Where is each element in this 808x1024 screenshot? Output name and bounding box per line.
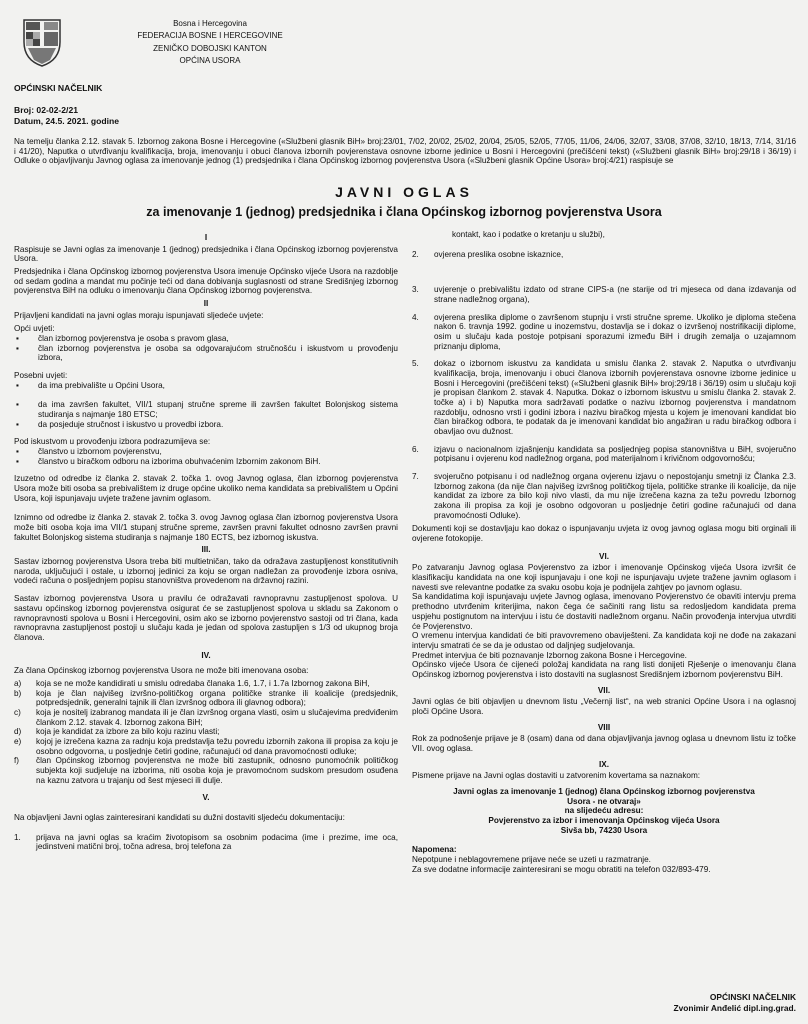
section-heading: III. — [201, 545, 211, 555]
section-heading: II — [203, 299, 209, 309]
list-item: f) član Općinskog izbornog povjerenstva ne može biti zastupnik, odnosno punomoćnik političkog subjekta koji sudjeluje na izborima, niti osoba koja je pravomoćnom sudskom presudom osuđena na kaznu zatvora u trajanju od šest mjeseci ili dulje. — [14, 756, 398, 785]
country-line: Bosna i Hercegovina — [173, 19, 247, 28]
paragraph: Pismene prijave na Javni oglas dostaviti u zatvorenim kovertama sa naznakom: — [412, 771, 701, 781]
paragraph: Općinsko vijeće Usora će cijeneći položaj kandidata na rang listi donijeti Rješenje o imenovanju člana Općinskog izbornog povjerenstva i isto dostaviti na suglasnost Središnjem izbornom povjerenstvu BiH. — [412, 660, 796, 679]
paragraph: Sastav izbornog povjerenstva Usora treba biti multietničan, tako da odražava zastupljenost konstitutivnih naroda, uključujući i ostale, u izbornoj jedinici za koju se organ nadležan za provođenje izbora osniva, vodeći računa o posljednjem popisu stanovništva provedenom na državnoj razini. — [14, 557, 398, 586]
document-date: Datum, 24.5. 2021. godine — [14, 116, 120, 127]
list-item: ▪ članstvo u biračkom odboru na izborima obuhvaćenim Izbornim zakonom BiH. — [16, 456, 321, 466]
list-item: 6. izjavu o nacionalnom izjašnjenju kandidata sa posljednjeg popisa stanovništva u BiH, svojeručno potpisanu i ovjerenu kod nadležnog organa, pod materijalnom i krivičnom odgovornošću; — [412, 444, 796, 464]
list-item: 2. ovjerena preslika osobne iskaznice, — [412, 249, 564, 259]
section-heading: VI. — [598, 551, 609, 561]
list-item: 4. ovjerena preslika diplome o završenom stupnju i vrsti stručne spreme. Ukoliko je diploma stečena nakon 6. travnja 1992. godine u inozemstvu, dostavlja se i dokaz o izvršenoj nostrifikaciji diplome, osim u slučaju kada postoje potpisani sporazumi između BiH i drugih zemalja o uzajamnom priznanju diploma, — [412, 312, 796, 351]
list-item: e) kojoj je izrečena kazna za radnju koja predstavlja težu povredu izbornih zakona ili propisa za koju je osobno odgovorna, u posljednje četiri godine, računajući od dana pravomoćnosti odluke; — [14, 736, 398, 756]
document-header — [14, 83, 119, 128]
ineligibility-list — [14, 679, 398, 785]
list-item: a) koja se ne može kandidirati u smislu odredaba članaka 1.6, 1.7, i 1.7a Izbornog zakona BiH, — [14, 678, 370, 688]
page-title: JAVNI OGLAS — [335, 184, 473, 200]
list-item: 1. prijava na javni oglas sa kraćim životopisom sa osobnim podacima (ime i prezime, ime oca, jedinstveni matični broj, točna adresa, broj telefona za — [14, 832, 398, 852]
paragraph: Sa kandidatima koji ispunjavaju uvjete Javnog oglasa, imenovano Povjerenstvo će obaviti intervju prema prethodno utvrđenim kriterijima, nakon čega će sačiniti rang listu sa redosljedom kandidata prema uspjehu postignutom na intervjuu i istu će dostaviti nadležnom organu. Način provođenja intervjua utvrditi će Povjerenstvo. — [412, 592, 796, 631]
paragraph: Za člana Općinskog izbornog povjerenstva Usora ne može biti imenovana osoba: — [14, 666, 309, 676]
signature-name: Zvonimir Anđelić dipl.ing.grad. — [673, 1002, 796, 1013]
paragraph: Na objavljeni Javni oglas zainteresirani kandidati su dužni dostaviti sljedeću dokumentaciju: — [14, 812, 345, 822]
paragraph: Predsjednika i člana Općinskog izbornog povjerenstva Usora imenuje Općinsko vijeće Usora na razdoblje od sedam godina a mandat mu počinje teći od dana dobivanja suglasnosti od strane Središnjeg izbornog povjerenstva BiH na odluku o imenovanju člana Općinskog izbornog povjerenstva. — [14, 267, 398, 296]
list-item: 7. svojeručno potpisanu i od nadležnog organa ovjerenu izjavu o nepostojanju smetnji iz Članka 2.3. Izbornog zakona (da nije član najvišeg izvršnog političkog tijela, političke stranke ili koalicije, da nije kandidat za izbore za bilo koji nivo vlasti, da mu nije izrečena kazna za težu povredu Izbornog zakona ili propisa za koji je osobno odgovoran u posljednje četiri godine računajući od dana pravomoćnosti Odluke). — [412, 472, 796, 520]
office-title: OPĆINSKI NAČELNIK — [14, 83, 103, 93]
paragraph: Iznimno od odredbe iz članka 2. stavak 2. točka 3. ovog Javnog oglasa član izbornog povjerenstva Usora može biti osoba koja ima VII/1 stupanj stručne spreme, završen pravni fakultet odnosno završen pravni fakultet Bolonjskog sistema studiranja s najmanje 180 ECTS, bez izbornog iskustva. — [14, 513, 398, 542]
list-item: ▪ članstvo u izbornom povjerenstvu, — [16, 447, 162, 457]
address-line: Povjerenstvo za izbor i imenovanja Općinskog vijeća Usora — [488, 815, 720, 825]
list-item: ▪ da ima završen fakultet, VII/1 stupanj stručne spreme ili završen fakultet Bolonjskog sistema studiranja s najmanje 180 ETSC; — [16, 400, 398, 420]
paragraph: Po zatvaranju Javnog oglasa Povjerenstvo za izbor i imenovanje Općinskog vijeća Usora izvršit će klasifikaciju kandidata na one koji ispunjavaju i one koji ne ispunjavaju uvjete tražene javnim oglasom i navesti sve relevantne podatke za svaku osobu koja je podnijela zahtjev po javnom oglasu. — [412, 563, 796, 592]
paragraph: Raspisuje se Javni oglas za imenovanje 1 (jednog) predsjednika i člana Općinskog izbornog povjerenstva Usora. — [14, 244, 398, 264]
address-line: Usora - ne otvaraj» — [567, 796, 641, 806]
note-block — [412, 845, 796, 874]
section-heading: I — [204, 233, 208, 242]
municipality-line: OPĆINA USORA — [179, 56, 241, 66]
page-subtitle: za imenovanje 1 (jednog) predsjednika i člana Općinskog izbornog povjerenstva Usora — [146, 205, 662, 219]
section-heading: IX. — [598, 759, 609, 769]
federation-line: FEDERACIJA BOSNE I HERCEGOVINE — [137, 31, 283, 41]
letterhead — [20, 16, 380, 76]
list-continuation: kontakt, kao i podatke o kretanju u službi), — [452, 230, 605, 239]
address-line: Sivša bb, 74230 Usora — [560, 825, 648, 835]
reference-number: Broj: 02-02-2/21 — [14, 104, 79, 115]
document-list — [14, 833, 398, 852]
signature-block — [673, 992, 796, 1013]
list-item: ▪ da ima prebivalište u Općini Usora, — [16, 380, 165, 390]
paragraph: Rok za podnošenje prijave je 8 (osam) dana od dana objavljivanja javnog oglasa u dnevnom listu iz točke VII. ovog oglasa. — [412, 734, 796, 753]
preamble: Na temelju članka 2.12. stavak 5. Izbornog zakona Bosne i Hercegovine («Službeni glasnik BiH» broj:23/01, 7/02, 20/02, 25/02, 20/04, 25/05, 52/05, 77/05, 11/06, 24/06, 32/07, 33/08, 37/08, 32/10, 18/13, 7/14, 31/16 i 41/20), Naputka o utvrđivanju kvalifikacija, broja, imenovanju i obuci članova izbornih povjerenstava osnovne izborne jedinice u Bosni i Hercegovini (prečišćeni tekst) («Službeni glasnik BiH» broj:29/18 i 36/19) i Odluke o objavljivanju Javnog oglasa za imenovanje jednog (1) predsjednika i člana Općinskog izbornog povjerenstva Usora («Službeni glasnik Općine Usora» broj:4/21) raspisuje se — [14, 137, 796, 166]
section-heading: VIII — [597, 722, 611, 732]
list-item: ▪ član izbornog povjerenstva je osoba s pravom glasa, — [16, 334, 229, 344]
section-heading: IV. — [201, 650, 211, 660]
right-column — [412, 230, 796, 874]
address-line: Javni oglas za imenovanje 1 (jednog) člana Općinskog izbornog povjerenstva — [453, 786, 755, 796]
list-item: ▪ član izbornog povjerenstva je osoba sa odgovarajućom stručnošću i iskustvom u provođenju izbora, — [16, 343, 398, 363]
list-item: 3. uvjerenje o prebivalištu izdato od strane CIPS-a (ne starije od tri mjeseca od dana izdavanja od strane nadležnog organa), — [412, 285, 796, 305]
paragraph: O vremenu intervjua kandidati će biti pravovremeno obaviješteni. Za kandidata koji ne dođe na zakazani intervju smatrati će se da je odustao od daljnjeg sudjelovanja. — [412, 631, 796, 650]
paragraph: Javni oglas će biti objavljen u dnevnom listu „Večernji list“, na web stranici Općine Usora i na oglasnoj ploči Općine Usora. — [412, 697, 796, 716]
note-line: Za sve dodatne informacije zainteresirani se mogu obratiti na telefon 032/893-479. — [412, 864, 711, 874]
left-column — [14, 230, 398, 852]
paragraph: Sastav izbornog povjerenstva Usora u pravilu će odražavati ravnopravnu zastupljenost spolova. U sastavu općinskog izbornog povjerenstva osigurat će se zastupljenost spolova u skladu sa Zakonom o ravnopravnosti spolova u Bosni i Hercegovini, osim ako se izborno povjerenstvo sastoji od tri člana, kada ravnopravna zastupljenost postoji u slučaju kada je jedan od spolova zastupljen s 1/3 od ukupnog broja članova. — [14, 594, 398, 642]
list-item: ▪ da posjeduje stručnost i iskustvo u provedbi izbora. — [16, 419, 224, 429]
list-heading: Pod iskustvom u provođenju izbora podrazumijeva se: — [14, 437, 211, 447]
note-title: Napomena: — [412, 845, 457, 855]
paragraph: Predmet intervjua će biti poznavanje Izbornog zakona Bosne i Hercegovine. — [412, 650, 687, 660]
section-heading: V. — [202, 793, 210, 803]
list-heading: Opći uvjeti: — [14, 324, 55, 334]
coat-of-arms-icon — [20, 16, 64, 68]
address-line: na slijedeću adresu: — [564, 806, 644, 816]
document-list — [412, 250, 796, 521]
paragraph: Dokumenti koji se dostavljaju kao dokaz o ispunjavanju uvjeta iz ovog javnog oglasa mogu biti orginali ili ovjerene fotokopije. — [412, 524, 796, 544]
signature-title: OPĆINSKI NAČELNIK — [709, 992, 796, 1002]
canton-line: ZENIČKO DOBOJSKI KANTON — [153, 43, 267, 53]
list-item: 5. dokaz o izbornom iskustvu za kandidata u smislu članka 2. stavak 2. Naputka o utvrđivanju kvalifikacija, broja, imenovanju i obuci članova izbornih povjerenstava osnovne izborne jedinice u Bosni i Hercegovini (prečišćeni tekst) («Službeni glasnik BiH» broj:29/18 i 36/19) osim u slučaju koji je propisan člankom 2. stavak 4. Naputka. Dokaz o izbornom iskustvu u smislu članka 2. stavak 2. točke a) i b) Naputka mora sadržavati podatke o nazivu izbornog povjerenstva i mandatnom razdoblju, odnosno vrsti i godini izbora i nazivu biračkog mjesta u kojem je imenovani kandidat bio član biračkog odbora, te podatak da je imenovani kandidat bio angažiran u radu biračkog odbora i obavljao ovu dužnost. — [412, 359, 796, 437]
paragraph: Prijavljeni kandidati na javni oglas moraju ispunjavati sljedeće uvjete: — [14, 310, 264, 320]
envelope-address — [412, 787, 796, 835]
list-heading: Posebni uvjeti: — [14, 371, 68, 381]
note-line: Nepotpune i neblagovremene prijave neće se uzeti u razmatranje. — [412, 854, 651, 864]
list-item: b) koja je član najvišeg izvršno-političkog organa političke stranke ili koalicije (predsjednik, potpredsjednik, generalni tajnik ili član izvršnog odbora ili glavnog odbora); — [14, 688, 398, 708]
list-item: d) koja je kandidat za izbore za bilo koju razinu vlasti; — [14, 727, 220, 737]
section-heading: VII. — [597, 685, 611, 695]
paragraph: Izuzetno od odredbe iz članka 2. stavak 2. točka 1. ovog Javnog oglasa, član izbornog povjerenstva Usora može biti osoba sa prebivalištem iz druge općine ukoliko nema kandidata sa prebivalištem u Općini Usora, koji ispunjavaju uvjete tražene javnim oglasom. — [14, 474, 398, 503]
list-item: c) koja je nositelj izabranog mandata ili je član izvršnog organa vlasti, osim u slučajevima predviđenim člankom 2.12. stavak 4. Izbornog zakona BiH; — [14, 707, 398, 727]
